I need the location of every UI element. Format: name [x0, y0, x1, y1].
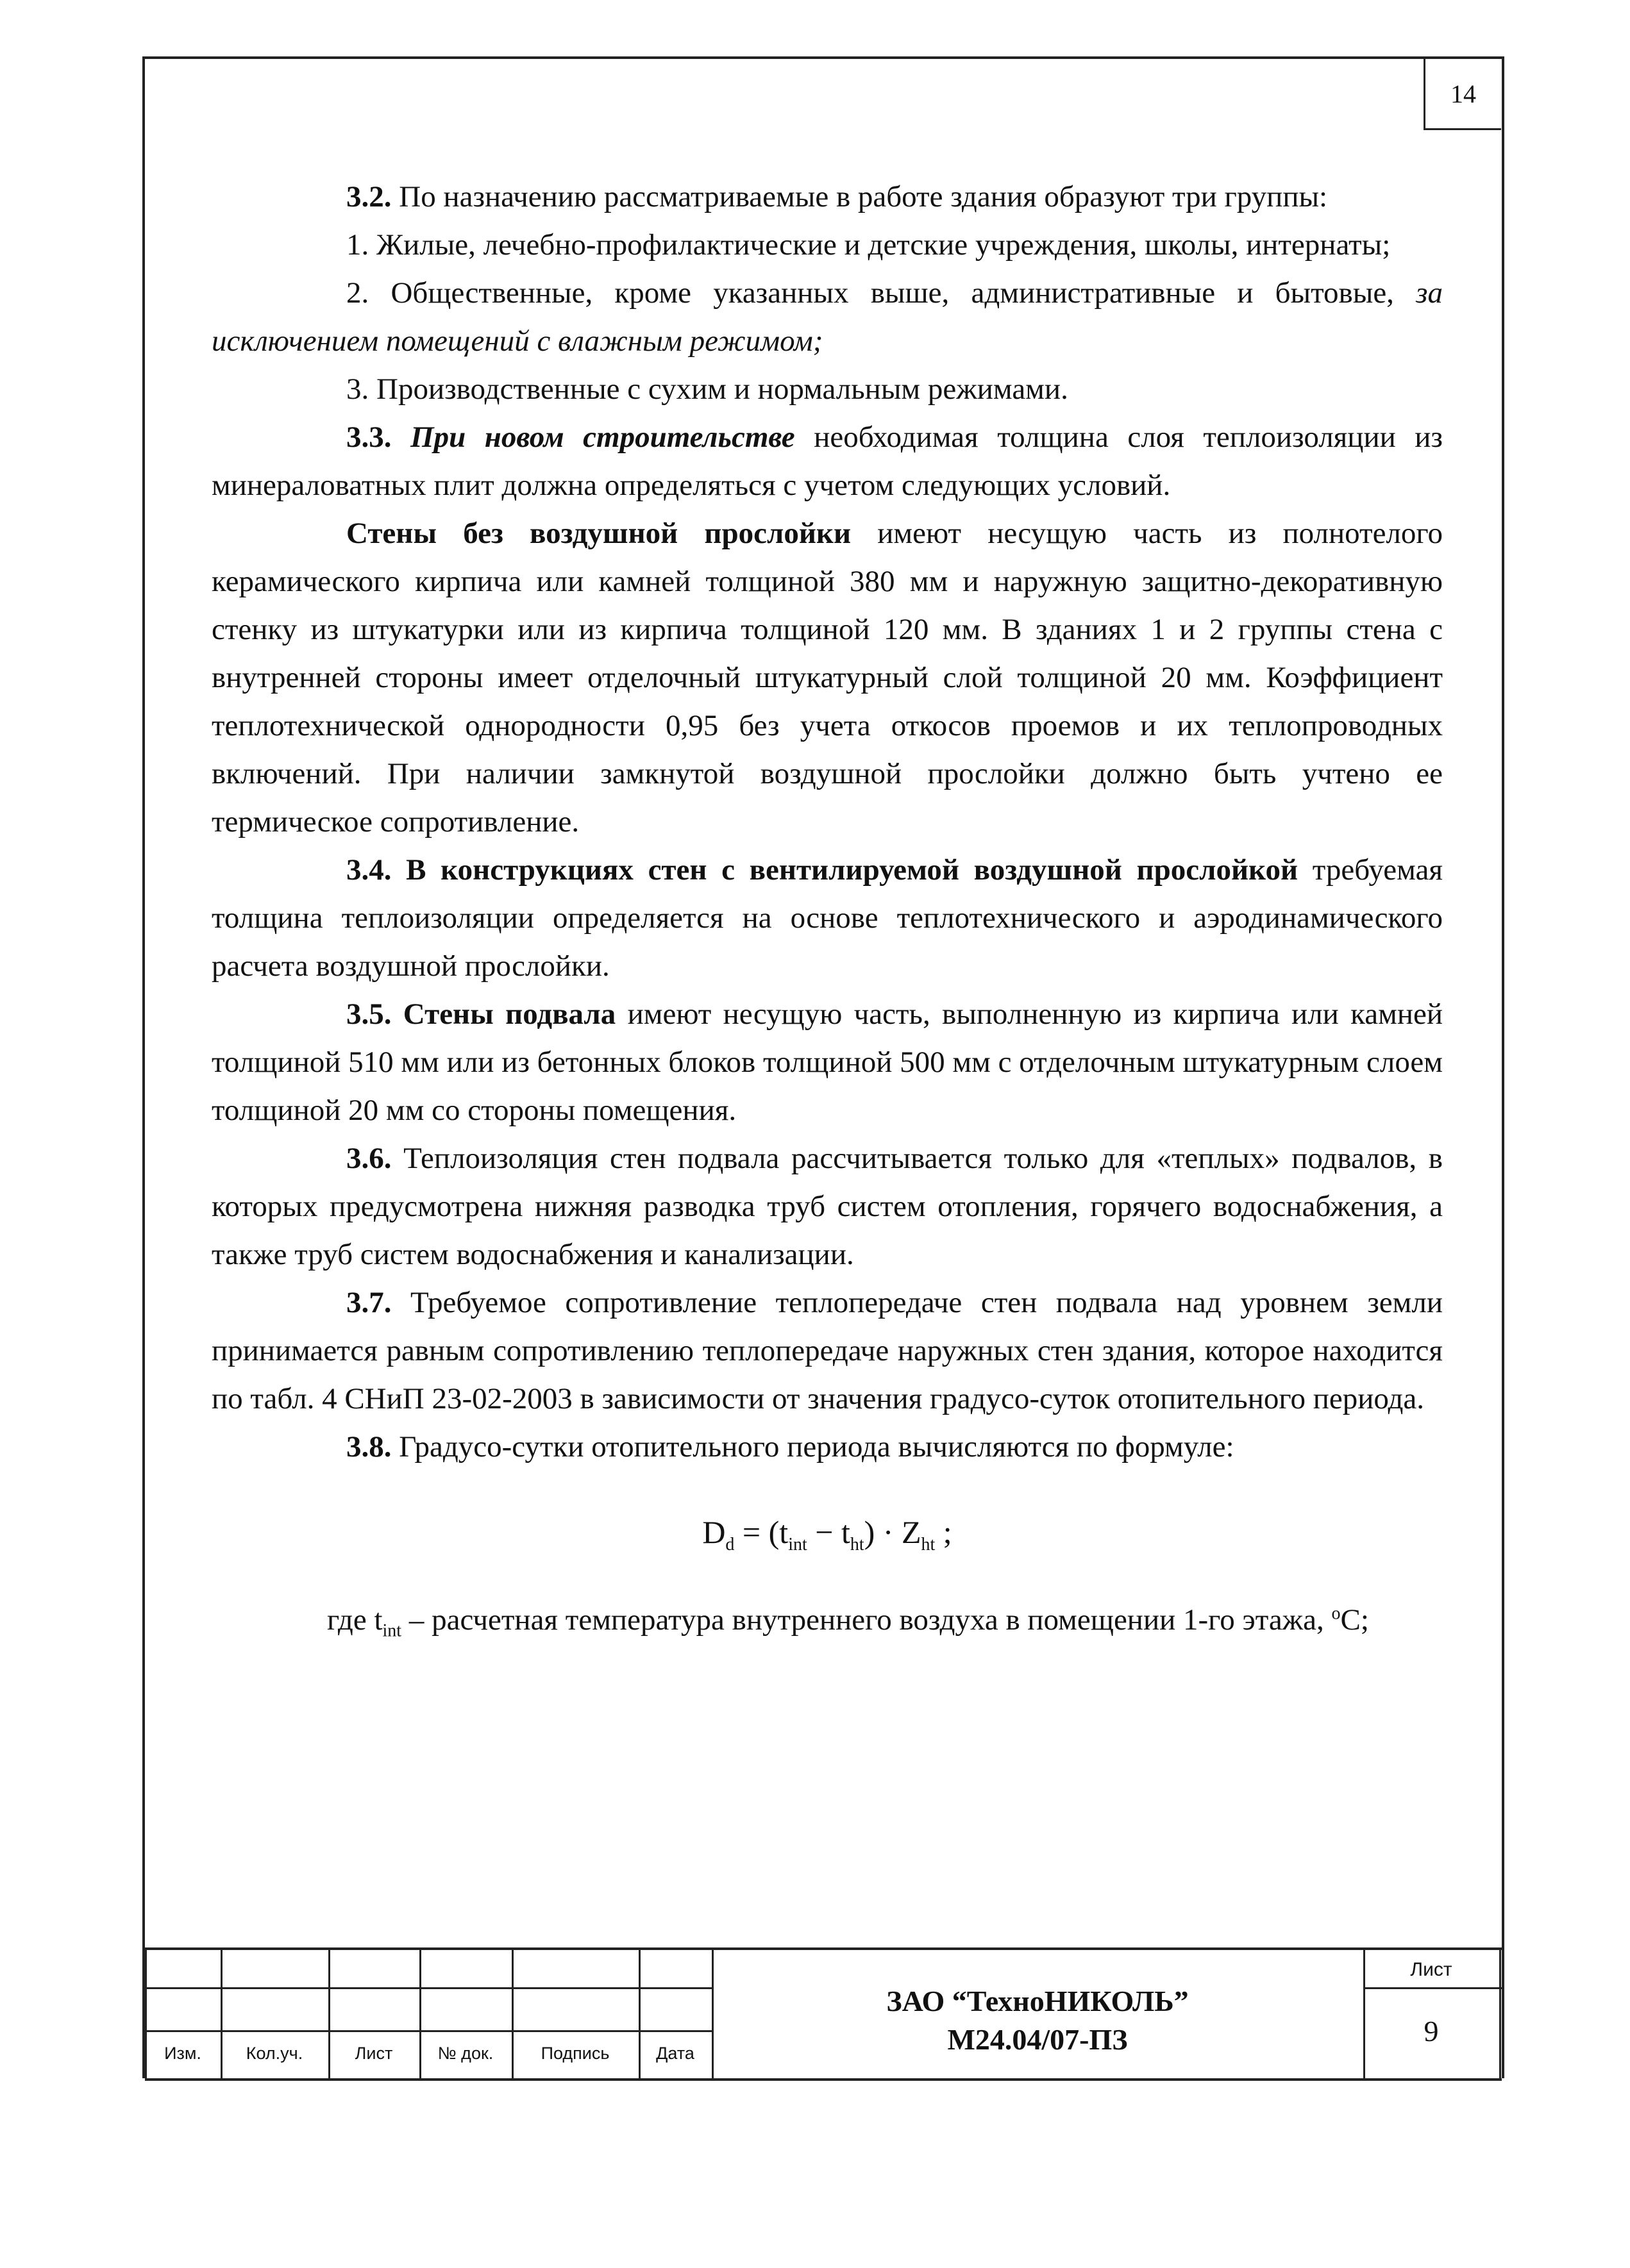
paragraph-text: имеют несущую часть из полнотелого керамического кирпича или камней толщиной 380 мм и наружную защитно-декоративную стенку из штукатурки или из кирпича толщиной 120 мм. В зданиях 1 и 2 группы стена с внутренней стороны имеет отделочный штукатурный слой толщиной 20 мм. Коэффициент теплотехнической однородности 0,95 без учета откосов проемов и их теплопроводных включений. При наличии замкнутой воздушной прослойки должно быть учтено ее термическое сопротивление.: [212, 517, 1443, 838]
section-number: 3.7.: [346, 1286, 392, 1319]
stamp-rule: [145, 1987, 712, 1989]
emphasis-text: При новом строительстве: [410, 421, 795, 454]
paragraph-text: По назначению рассматриваемые в работе здания образуют три группы:: [391, 180, 1328, 213]
list-text: Жилые, лечебно-профилактические и детские учреждения, школы, интернаты;: [376, 228, 1391, 262]
where-prefix: где t: [327, 1603, 383, 1637]
list-item-1: [212, 221, 1443, 269]
list-item-2: [212, 269, 1443, 365]
paragraph-3-3: [212, 413, 1443, 510]
stamp-rule: [1363, 1987, 1502, 1989]
formula-symbol: t: [841, 1514, 850, 1550]
stamp-company: [712, 1982, 1363, 2059]
paragraph-3-7: [212, 1279, 1443, 1423]
section-number: 3.2.: [346, 180, 392, 213]
stamp-header-sign: Подпись: [541, 2044, 610, 2063]
formula-symbol: t: [779, 1514, 789, 1550]
formula-subscript: ht: [921, 1535, 936, 1555]
paragraph-text: Теплоизоляция стен подвала рассчитывается только для «теплых» подвалов, в которых предусмотрена нижняя разводка труб систем отопления, горячего водоснабжения, а также труб систем водоснабжения и канализации.: [212, 1142, 1443, 1271]
paragraph-text: Требуемое сопротивление теплопередаче стен подвала над уровнем земли принимается равным сопротивлению теплопередаче наружных стен здания, которое находится по табл. 4 СНиП 23-02-2003 в зависимости от значения градусо-суток отопительного периода.: [212, 1286, 1443, 1415]
list-text: Производственные с сухим и нормальным режимами.: [376, 372, 1068, 406]
paragraph-text: необходимая толщина слоя теплоизоляции из минераловатных плит должна определяться с учетом следующих условий.: [212, 421, 1443, 502]
paragraph-text: Градусо-сутки отопительного периода вычисляются по формуле:: [391, 1430, 1234, 1463]
degree-sign: o: [1331, 1603, 1341, 1624]
bold-lead: 3.4. В конструкциях стен с вентилируемой воздушной прослойкой: [346, 853, 1298, 887]
bold-lead: Стены без воздушной прослойки: [346, 517, 852, 550]
formula-operator: −: [807, 1514, 841, 1550]
stamp-divider: [1499, 1950, 1501, 2078]
formula-operator: ;: [935, 1514, 952, 1550]
stamp-header-date: Дата: [656, 2044, 694, 2063]
formula-operator: ) ·: [864, 1514, 902, 1550]
list-number: 2.: [346, 276, 369, 310]
paragraph-text: требуемая толщина теплоизоляции определяется на основе теплотехнического и аэродинамического расчета воздушной прослойки.: [212, 853, 1443, 983]
stamp-header-doc: № док.: [437, 2044, 494, 2063]
paragraph-walls-no-air: [212, 510, 1443, 846]
formula-symbol: D: [702, 1514, 726, 1550]
document-code: М24.04/07-ПЗ: [947, 2023, 1128, 2056]
paragraph-3-5: [212, 990, 1443, 1135]
document-body: [212, 173, 1443, 1644]
where-text: – расчетная температура внутреннего воздуха в помещении 1-го этажа,: [401, 1603, 1332, 1637]
list-item-3: [212, 365, 1443, 413]
paragraph-text: имеют несущую часть, выполненную из кирпича или камней толщиной 510 мм или из бетонных блоков толщиной 500 мм с отделочным штукатурным слоем толщиной 20 мм со стороны помещения.: [212, 997, 1443, 1127]
list-number: 1.: [346, 228, 369, 262]
bold-lead: 3.5. Стены подвала: [346, 997, 616, 1031]
company-name: ЗАО “ТехноНИКОЛЬ”: [886, 1985, 1189, 2017]
formula-degree-days: [212, 1506, 1443, 1558]
list-text: Общественные, кроме указанных выше, административные и бытовые,: [391, 276, 1394, 310]
where-unit: C;: [1340, 1603, 1369, 1637]
page-number: 14: [1424, 59, 1501, 130]
section-number: 3.3.: [346, 421, 392, 454]
stamp-header-list: Лист: [355, 2044, 393, 2063]
stamp-sheet-number: 9: [1424, 2015, 1439, 2047]
list-text-italic: за исключением помещений с влажным режимом;: [212, 276, 1443, 358]
stamp-header-kol: Кол.уч.: [246, 2044, 303, 2063]
paragraph-3-8: [212, 1423, 1443, 1471]
section-number: 3.8.: [346, 1430, 392, 1463]
stamp-rule: [145, 2030, 712, 2032]
formula-operator: = (: [734, 1514, 780, 1550]
paragraph-where: [212, 1596, 1443, 1644]
list-number: 3.: [346, 372, 369, 406]
formula-subscript: int: [788, 1535, 807, 1555]
stamp-sheet-label: Лист: [1410, 1959, 1452, 1980]
paragraph-3-6: [212, 1135, 1443, 1279]
formula-subscript: ht: [850, 1535, 864, 1555]
stamp-header-izm: Изм.: [164, 2044, 201, 2063]
section-number: 3.6.: [346, 1142, 392, 1175]
title-block: [145, 1947, 1502, 2081]
paragraph-3-2: [212, 173, 1443, 221]
formula-symbol: Z: [901, 1514, 921, 1550]
where-subscript: int: [382, 1621, 402, 1641]
formula-subscript: d: [725, 1535, 735, 1555]
paragraph-3-4: [212, 846, 1443, 990]
